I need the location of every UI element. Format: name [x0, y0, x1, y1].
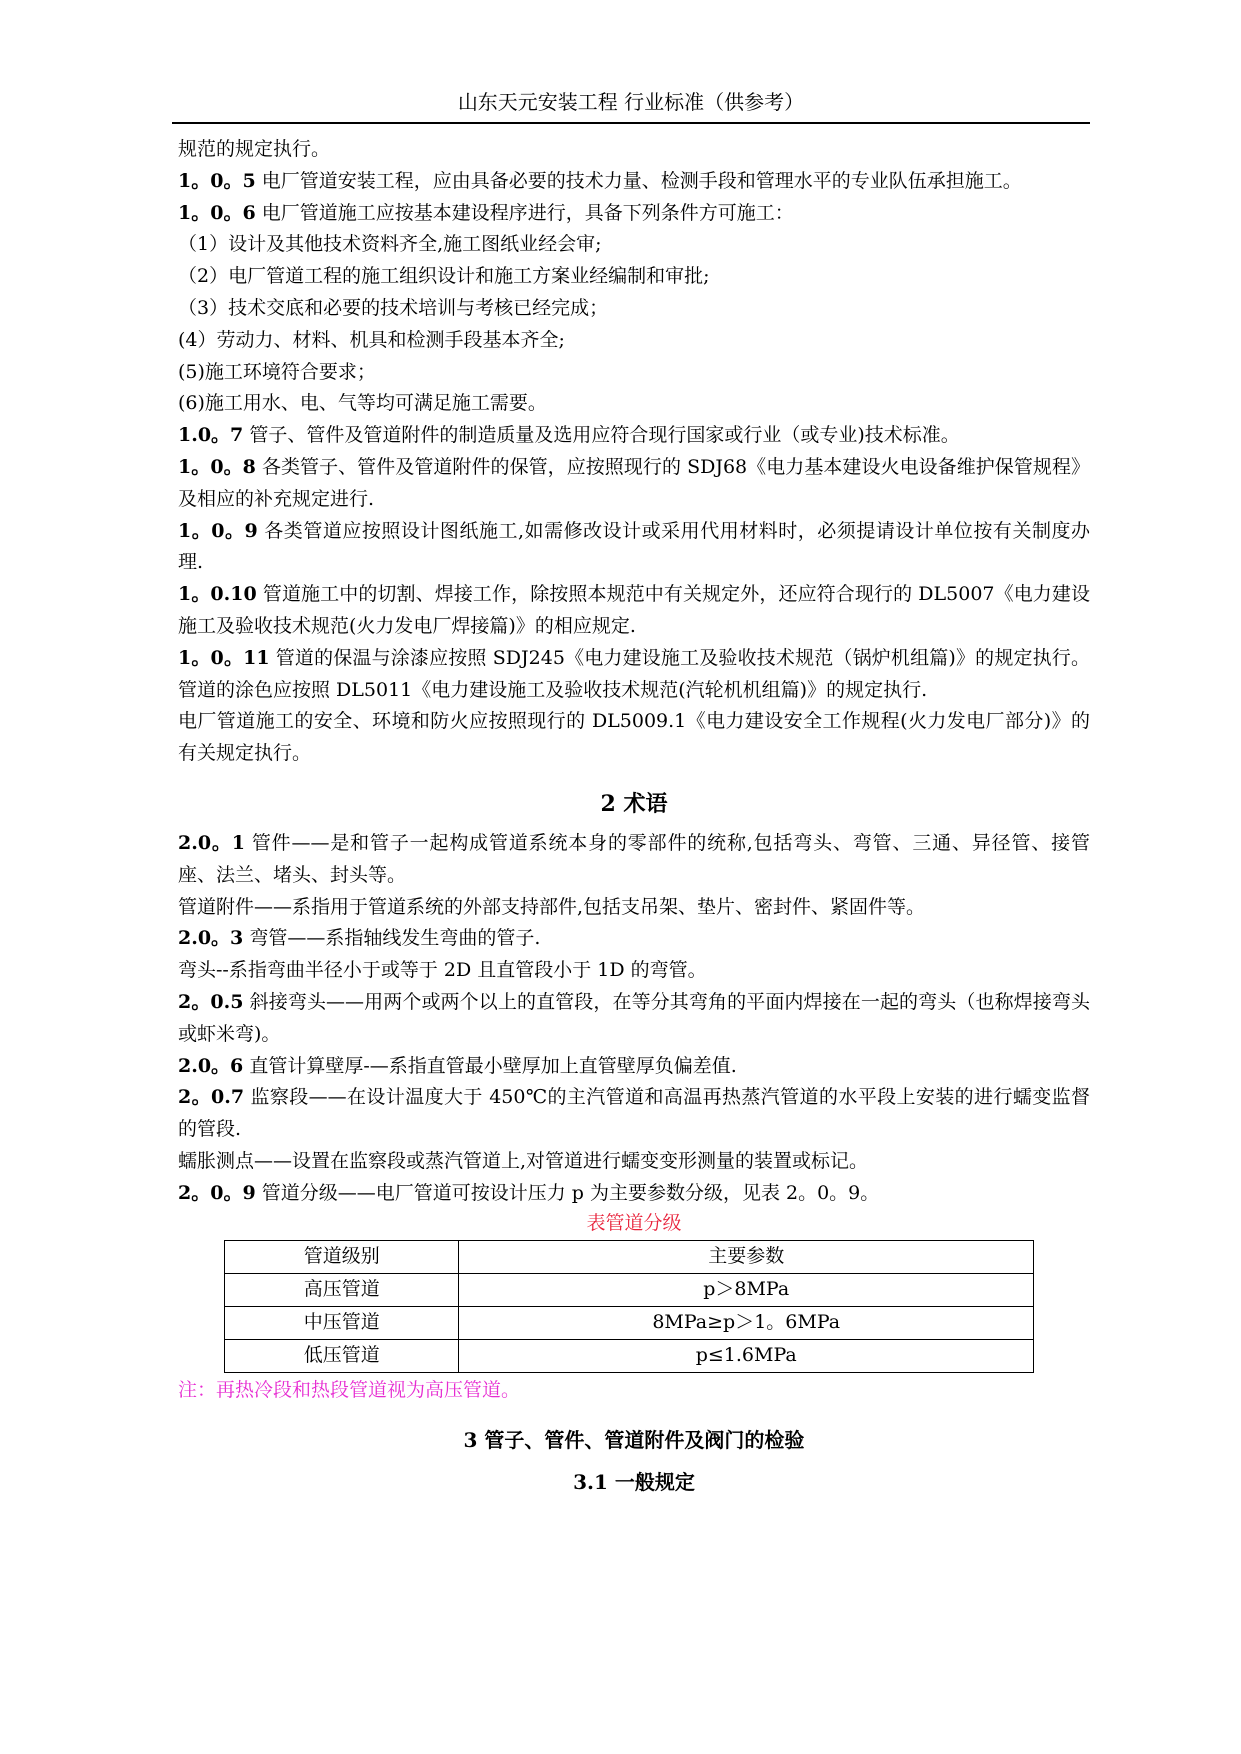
paragraph	[178, 516, 1090, 580]
paragraph-text: 各类管子、管件及管道附件的保管，应按照现行的 SDJ68《电力基本建设火电设备维护保管规程》及相应的补充规定进行.	[178, 455, 1090, 510]
table-header-cell: 管道级别	[225, 1240, 459, 1273]
paragraph-text: 管道分级——电厂管道可按设计压力 p 为主要参数分级，见表 2。0。9。	[255, 1181, 880, 1204]
paragraph	[178, 923, 1090, 955]
pipe-class-table	[224, 1240, 1034, 1373]
table-caption: 表管道分级	[586, 1211, 682, 1234]
paragraph	[178, 325, 1090, 357]
clause-number: 1。0。9	[178, 519, 258, 542]
paragraph-text: 管道的保温与涂漆应按照 SDJ245《电力建设施工及验收技术规范（锅炉机组篇)》的规定执行。管道的涂色应按照 DL5011《电力建设施工及验收技术规范(汽轮机机组篇)》的规定执行.	[178, 646, 1090, 701]
paragraph-text: 管道附件——系指用于管道系统的外部支持部件,包括支吊架、垫片、密封件、紧固件等。	[178, 895, 926, 918]
section-2-paragraphs	[178, 828, 1090, 1210]
clause-number: 1。0.10	[178, 583, 257, 606]
paragraph-text: 电厂管道施工的安全、环境和防火应按照现行的 DL5009.1《电力建设安全工作规程(火力发电厂部分)》的有关规定执行。	[178, 710, 1090, 765]
paragraph	[178, 166, 1090, 198]
paragraph-text: (4）劳动力、材料、机具和检测手段基本齐全;	[178, 328, 565, 351]
clause-number: 2。0.7	[178, 1086, 245, 1109]
paragraph-text: 监察段——在设计温度大于 450℃的主汽管道和高温再热蒸汽管道的水平段上安装的进行蠕变监督的管段.	[178, 1086, 1090, 1141]
paragraph	[178, 579, 1090, 643]
paragraph	[178, 892, 1090, 924]
table-cell: p≤1.6MPa	[459, 1339, 1034, 1372]
paragraph	[178, 828, 1090, 892]
paragraph-text: 斜接弯头——用两个或两个以上的直管段，在等分其弯角的平面内焊接在一起的弯头（也称焊接弯头或虾米弯)。	[178, 990, 1090, 1045]
table-cell: 8MPa≥p＞1。6MPa	[459, 1306, 1034, 1339]
paragraph	[178, 452, 1090, 516]
table-cell: p＞8MPa	[459, 1273, 1034, 1306]
paragraph	[178, 261, 1090, 293]
clause-number: 2。0。9	[178, 1181, 256, 1204]
section-1-paragraphs	[178, 134, 1090, 770]
paragraph	[178, 134, 1090, 166]
paragraph	[178, 357, 1090, 389]
paragraph	[178, 706, 1090, 770]
paragraph	[178, 1082, 1090, 1146]
table-cell: 中压管道	[225, 1306, 459, 1339]
clause-number: 2.0。1	[178, 831, 245, 854]
page-header: 山东天元安装工程 行业标准（供参考）	[172, 82, 1090, 124]
table-cell: 高压管道	[225, 1273, 459, 1306]
paragraph-text: 管道施工中的切割、焊接工作，除按照本规范中有关规定外，还应符合现行的 DL5007《电力建设施工及验收技术规范(火力发电厂焊接篇)》的相应规定.	[178, 583, 1090, 637]
section-3-1-title: 3.1 一般规定	[573, 1470, 695, 1495]
paragraph	[178, 987, 1090, 1051]
paragraph-text: 电厂管道施工应按基本建设程序进行，具备下列条件方可施工：	[255, 201, 794, 224]
paragraph-text: (5)施工环境符合要求；	[178, 360, 376, 383]
clause-number: 2.0。6	[178, 1054, 244, 1077]
paragraph-text: (6)施工用水、电、气等均可满足施工需要。	[178, 392, 547, 415]
paragraph	[178, 198, 1090, 230]
clause-number: 1.0。7	[178, 424, 244, 447]
document-body	[178, 134, 1090, 1498]
paragraph	[178, 1051, 1090, 1083]
paragraph	[178, 643, 1090, 707]
clause-number: 1。0。6	[178, 201, 256, 224]
table-cell: 低压管道	[225, 1339, 459, 1372]
paragraph-text: （2）电厂管道工程的施工组织设计和施工方案业经编制和审批;	[178, 265, 710, 288]
section-2-title: 2 术语	[600, 790, 668, 817]
clause-number: 2.0。3	[178, 927, 244, 950]
paragraph	[178, 955, 1090, 987]
paragraph-text: （3）技术交底和必要的技术培训与考核已经完成；	[178, 296, 609, 319]
clause-number: 1。0。11	[178, 646, 270, 669]
paragraph-text: （1）设计及其他技术资料齐全,施工图纸业经会审;	[178, 233, 602, 256]
table-header-cell: 主要参数	[459, 1240, 1034, 1273]
paragraph	[178, 293, 1090, 325]
clause-number: 1。0。5	[178, 169, 256, 192]
paragraph	[178, 229, 1090, 261]
paragraph-text: 弯管——系指轴线发生弯曲的管子.	[243, 927, 541, 950]
table-note: 注：再热冷段和热段管道视为高压管道。	[178, 1378, 521, 1401]
paragraph-text: 直管计算壁厚-—系指直管最小壁厚加上直管壁厚负偏差值.	[243, 1054, 737, 1077]
paragraph-text: 弯头--系指弯曲半径小于或等于 2D 且直管段小于 1D 的弯管。	[178, 959, 707, 982]
table-header-row	[225, 1240, 1034, 1273]
paragraph-text: 管子、管件及管道附件的制造质量及选用应符合现行国家或行业（或专业)技术标准。	[243, 424, 960, 447]
paragraph-text: 规范的规定执行。	[178, 138, 331, 160]
paragraph-text: 电厂管道安装工程，应由具备必要的技术力量、检测手段和管理水平的专业队伍承担施工。	[255, 169, 1022, 192]
clause-number: 1。0。8	[178, 455, 256, 478]
table-row	[225, 1306, 1034, 1339]
paragraph-text: 蠕胀测点——设置在监察段或蒸汽管道上,对管道进行蠕变变形测量的装置或标记。	[178, 1149, 869, 1172]
section-3-title: 3 管子、管件、管道附件及阀门的检验	[463, 1428, 805, 1453]
paragraph-text: 各类管道应按照设计图纸施工,如需修改设计或采用代用材料时，必须提请设计单位按有关制度办理.	[178, 519, 1090, 574]
table-row	[225, 1273, 1034, 1306]
paragraph	[178, 420, 1090, 452]
clause-number: 2。0.5	[178, 990, 244, 1013]
table-row	[225, 1339, 1034, 1372]
paragraph	[178, 1146, 1090, 1178]
paragraph	[178, 388, 1090, 420]
paragraph-text: 管件——是和管子一起构成管道系统本身的零部件的统称,包括弯头、弯管、三通、异径管、接管座、法兰、堵头、封头等。	[178, 831, 1090, 886]
